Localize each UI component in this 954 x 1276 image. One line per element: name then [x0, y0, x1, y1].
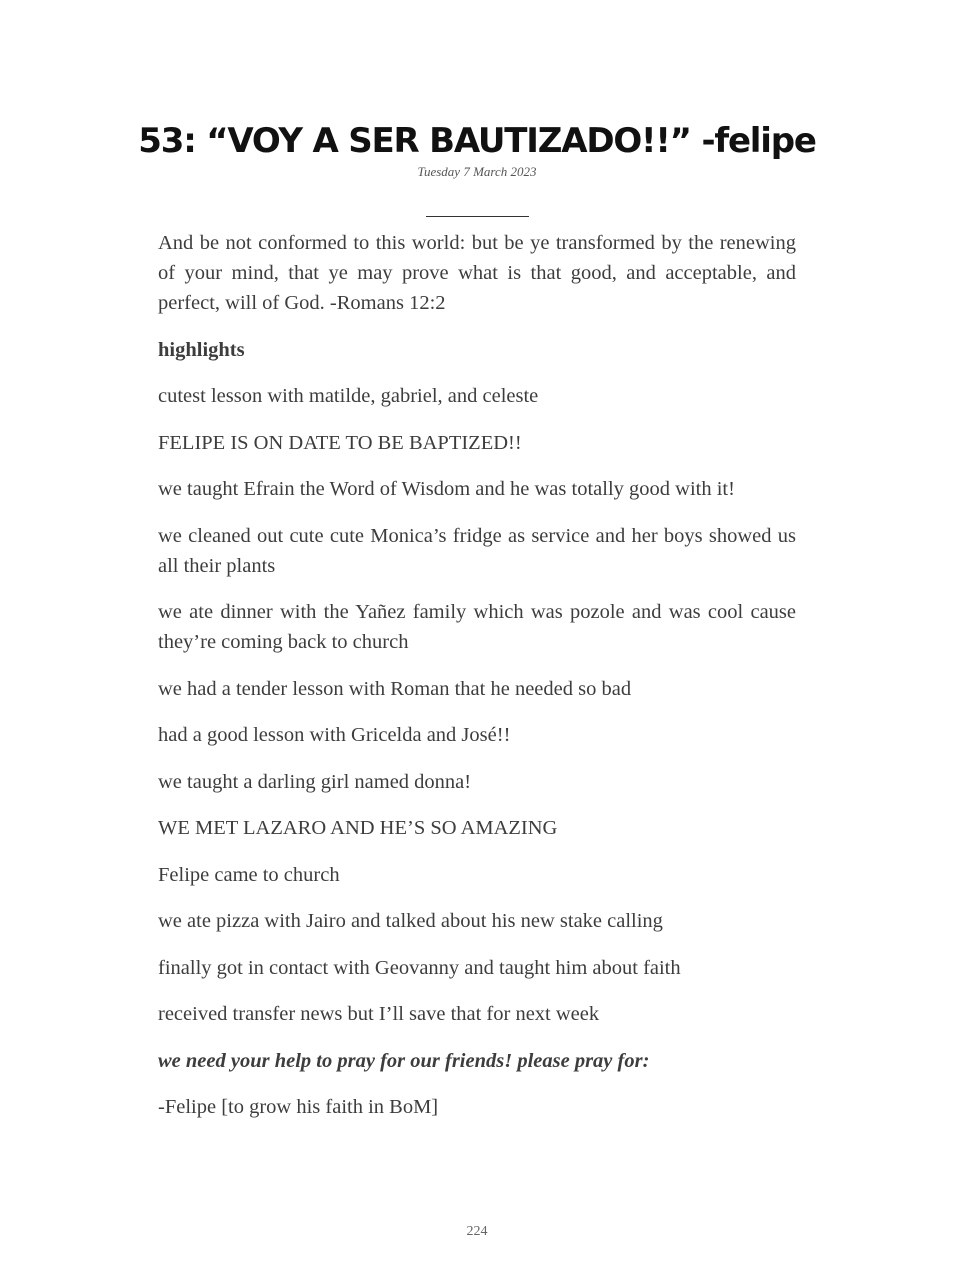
prayer-request: we need your help to pray for our friends! please pray for:: [158, 1049, 650, 1072]
highlight-item: we cleaned out cute cute Monica’s fridge as service and her boys showed us all their plants: [158, 524, 796, 577]
post-date: Tuesday 7 March 2023: [417, 164, 537, 179]
highlight-item: we had a tender lesson with Roman that he needed so bad: [158, 677, 632, 700]
post-body: [158, 228, 796, 1139]
page-number: 224: [466, 1224, 488, 1239]
page-title: 53: “VOY A SER BAUTIZADO!!” -felipe: [138, 121, 816, 161]
highlight-item: we taught a darling girl named donna!: [158, 770, 472, 793]
highlight-item: we taught Efrain the Word of Wisdom and he was totally good with it!: [158, 478, 735, 500]
highlight-item: received transfer news but I’ll save that for next week: [158, 1003, 600, 1025]
highlight-item: Felipe came to church: [158, 863, 340, 886]
highlight-item: cutest lesson with matilde, gabriel, and celeste: [158, 385, 539, 407]
prayer-list-item: -Felipe [to grow his faith in BoM]: [158, 1096, 439, 1118]
highlight-item: we ate pizza with Jairo and talked about his new stake calling: [158, 910, 663, 932]
highlight-item: had a good lesson with Gricelda and José!!: [158, 724, 511, 746]
highlight-item: finally got in contact with Geovanny and taught him about faith: [158, 956, 681, 979]
highlight-item: we ate dinner with the Yañez family which was pozole and was cool cause they’re coming back to church: [158, 601, 796, 653]
title-divider: [426, 216, 529, 217]
highlights-heading: highlights: [158, 338, 245, 361]
scripture-quote: And be not conformed to this world: but be ye transformed by the renewing of your mind, that ye may prove what is that good, and acceptable, and perfect, will of God. -Romans 12:2: [158, 232, 796, 314]
highlight-item: FELIPE IS ON DATE TO BE BAPTIZED!!: [158, 431, 522, 454]
highlight-item: WE MET LAZARO AND HE’S SO AMAZING: [158, 817, 558, 839]
